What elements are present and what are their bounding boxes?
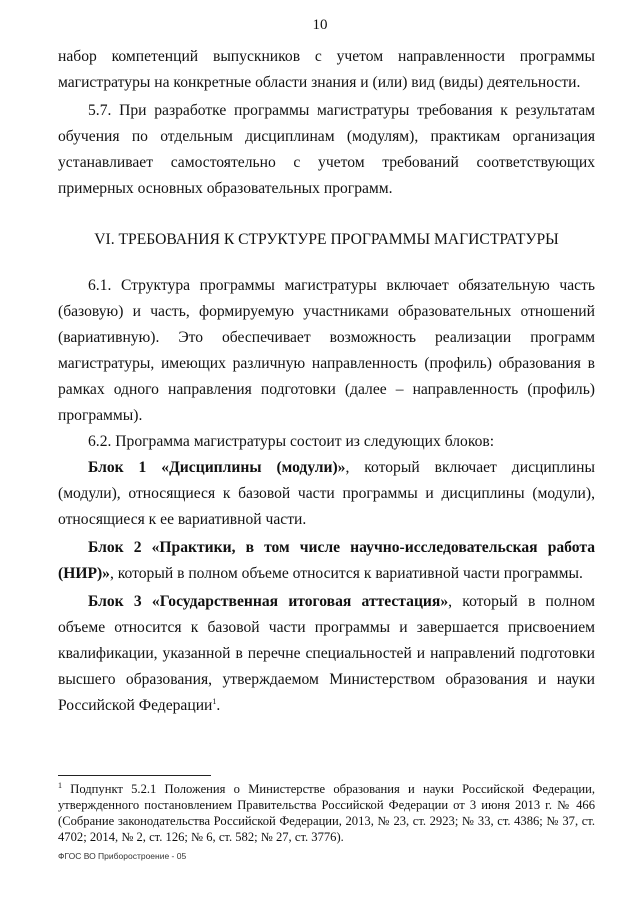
- paragraph-5-7: 5.7. При разработке программы магистратуры требования к результатам обучения по отдельным дисциплинам (модулям), практикам организация устанавливает самостоятельно с учетом требований соответствующих примерных основных образовательных программ.: [58, 102, 595, 197]
- paragraph-6-2: 6.2. Программа магистратуры состоит из следующих блоков:: [88, 433, 495, 450]
- document-body: [58, 44, 595, 719]
- footnote-marker: 1: [58, 780, 62, 790]
- block-3-title: Блок 3 «Государственная итоговая аттестация»: [88, 593, 449, 610]
- paragraph-block-2: [58, 535, 595, 587]
- footnote-reference: 1: [212, 696, 217, 706]
- footnote: [58, 781, 595, 845]
- block-3-text: , который в полном объеме относится к базовой части программы и завершается присвоением квалификации, указанной в перечне специальностей и направлений подготовки высшего образования, утверждаемом Министерством образования и науки Российской Федерации: [58, 593, 595, 714]
- section-heading: VI. ТРЕБОВАНИЯ К СТРУКТУРЕ ПРОГРАММЫ МАГИСТРАТУРЫ: [94, 231, 559, 248]
- footnote-text: Подпункт 5.2.1 Положения о Министерстве образования и науки Российской Федерации, утвержденного постановлением Правительства Российской Федерации от 3 июня 2013 г. № 466 (Собрание законодательства Российской Федерации, 2013, № 23, ст. 2923; № 33, ст. 4386; № 37, ст. 4702; 2014, № 2, ст. 126; № 6, ст. 582; № 27, ст. 3776).: [58, 782, 595, 844]
- block-1-title: Блок 1 «Дисциплины (модули)»: [88, 459, 346, 476]
- paragraph-block-1: [58, 455, 595, 533]
- paragraph-block-3: [58, 589, 595, 719]
- block-3-end: .: [216, 697, 221, 714]
- footer-code: ФГОС ВО Приборостроение - 05: [58, 851, 187, 861]
- footnote-separator: [58, 775, 211, 776]
- paragraph-6-1: 6.1. Структура программы магистратуры включает обязательную часть (базовую) и часть, формируемую участниками образовательных отношений (вариативную). Это обеспечивает возможность реализации программ магистратуры, имеющих различную направленность (профиль) образования в рамках одного направления подготовки (далее – направленность (профиль) программы).: [58, 277, 595, 424]
- block-2-title: Блок 2 «Практики, в том числе научно-исследовательская работа (НИР)»: [58, 539, 595, 582]
- block-1-text: , который включает дисциплины (модули), относящиеся к базовой части программы и дисциплины (модули), относящиеся к ее вариативной части.: [58, 459, 595, 528]
- block-2-text: , который в полном объеме относится к вариативной части программы.: [109, 565, 583, 582]
- paragraph-continuation: набор компетенций выпускников с учетом направленности программы магистратуры на конкретные области знания и (или) вид (виды) деятельности.: [58, 48, 595, 91]
- page-number: 10: [312, 17, 328, 33]
